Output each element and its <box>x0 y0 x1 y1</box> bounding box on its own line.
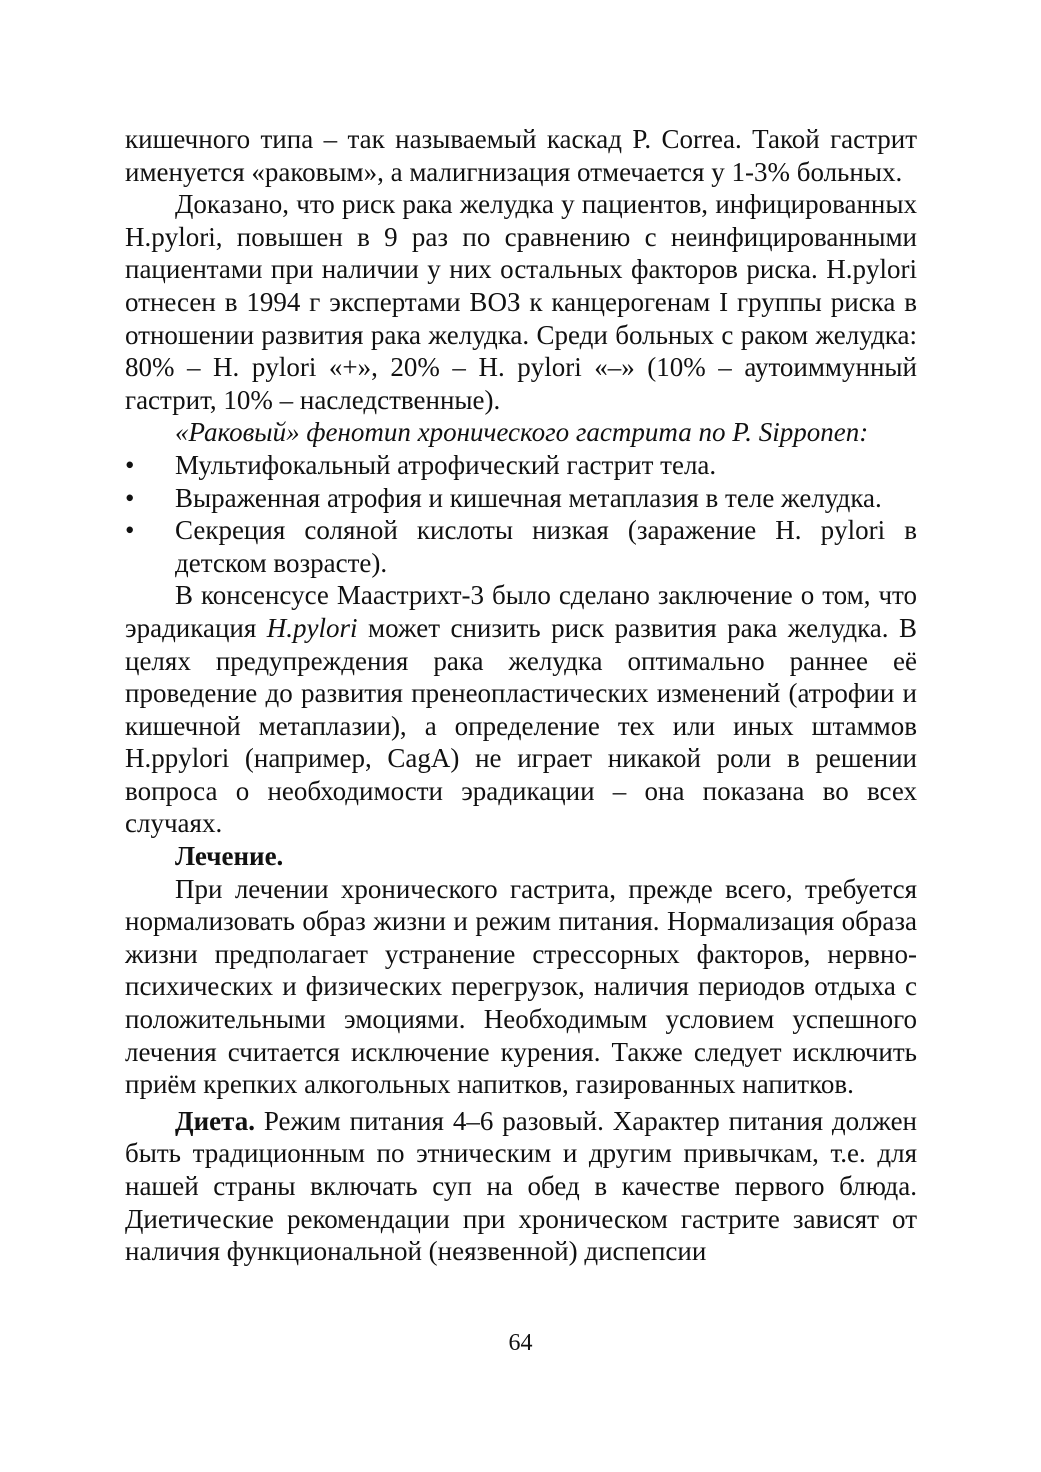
diet-label: Диета. <box>175 1105 255 1136</box>
bullet-icon: • <box>125 482 135 513</box>
paragraph-maastricht-part1: В консенсусе Маастрихт-3 было сделано заключение о том, что эрадикация <box>125 580 917 643</box>
paragraph-cancer-risk: Доказано, что риск рака желудка у пациентов, инфицированных H.pylori, повышен в 9 раз по сравнению с неинфицированными пациентами при наличии у них остальных факторов риска. H.pylori отнесен в 1994 г экспертами ВОЗ к канцерогенам I группы риска в отношении развития рака желудка. Среди больных с раком желудка: 80% – H. pylori «+», 20% – H. pylori «–» (10% – аутоиммунный гастрит, 10% – наследственные). <box>125 189 917 415</box>
paragraph-diet <box>125 1105 917 1268</box>
list-item <box>125 449 917 482</box>
page-body <box>125 123 917 1268</box>
list-item-text: Секреция соляной кислоты низкая (заражение H. pylori в детском возрасте). <box>175 515 917 578</box>
list-item-text: Выраженная атрофия и кишечная метаплазия в теле желудка. <box>175 482 882 513</box>
diet-text: Режим питания 4–6 разовый. Характер питания должен быть традиционным по этническим и другим привычкам, т.е. для нашей страны включать суп на обед в качестве первого блюда. Диетические рекомендации при хроническом гастрите зависят от наличия функциональной (неязвенной) диспепсии <box>125 1105 917 1267</box>
paragraph-maastricht <box>125 579 917 840</box>
phenotype-list <box>125 449 917 579</box>
pathogen-name-italic: H.pylori <box>266 612 358 643</box>
list-item-text: Мультифокальный атрофический гастрит тела. <box>175 449 717 480</box>
paragraph-correa-cascade: кишечного типа – так называемый каскад P. Correa. Такой гастрит именуется «раковым», а малигнизация отмечается у 1-3% больных. <box>125 124 917 187</box>
bullet-icon: • <box>125 515 135 546</box>
page-number: 64 <box>508 1330 533 1356</box>
list-item <box>125 482 917 515</box>
section-heading-treatment: Лечение. <box>175 841 284 872</box>
bullet-icon: • <box>125 449 135 480</box>
paragraph-lifestyle: При лечении хронического гастрита, прежде всего, требуется нормализовать образ жизни и режим питания. Нормализация образа жизни предполагает устранение стрессорных факторов, нервно-психических и физических перегрузок, наличия периодов отдыха с положительными эмоциями. Необходимым условием успешного лечения считается исключение курения. Также следует исключить приём крепких алкогольных напитков, газированных напитков. <box>125 873 917 1100</box>
list-item <box>125 514 917 579</box>
paragraph-maastricht-part2: может снизить риск развития рака желудка. В целях предупреждения рака желудка оптимально раннее её проведение до развития пренеопластических изменений (атрофии и кишечной метаплазии), а определение тех или иных штаммов H.ppylori (например, CagA) не играет никакой роли в решении вопроса о необходимости эрадикации – она показана во всех случаях. <box>125 612 917 839</box>
list-title-phenotype: «Раковый» фенотип хронического гастрита по P. Sipponen: <box>175 417 869 448</box>
